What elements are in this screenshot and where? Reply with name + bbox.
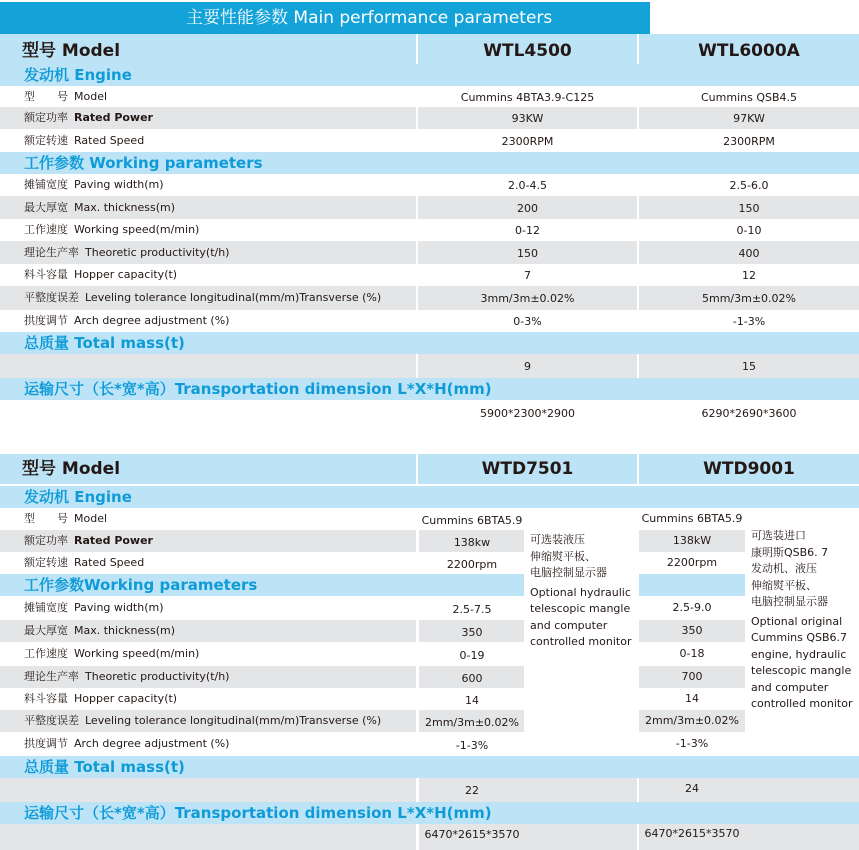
label-cn: 额定转速 <box>24 134 68 147</box>
label-rated_power <box>0 107 153 129</box>
label-arch <box>0 310 229 332</box>
label-paving_width <box>0 174 164 196</box>
value-cell: 9 <box>524 360 531 373</box>
value-cell: Cummins 6BTA5.9 <box>421 514 523 527</box>
label-cn: 工作速度 <box>24 647 68 660</box>
label-rated_speed <box>0 129 144 152</box>
label-cn: 料斗容量 <box>24 268 68 281</box>
value-cell: 2.5-9.0 <box>672 601 712 614</box>
value-cell: 400 <box>738 247 760 260</box>
model-label-2: 型号 Model <box>22 459 121 479</box>
value-cell: 2mm/3m±0.02% <box>644 714 739 727</box>
label-en: Max. thickness(m) <box>74 624 175 637</box>
label-max_thickness <box>0 196 175 219</box>
option-note-cn: 电脑控制显示器 <box>530 566 607 579</box>
value-cell: 6470*2615*3570 <box>424 828 520 841</box>
value-cell: 0-19 <box>459 649 485 662</box>
column-divider <box>416 552 419 574</box>
label-cn: 平整度误差 <box>24 714 79 727</box>
label-en: Max. thickness(m) <box>74 201 175 214</box>
section-mass-title-2: 总质量 Total mass(t) <box>24 758 185 776</box>
value-cell: 14 <box>685 692 699 705</box>
section-engine-title-2: 发动机 Engine <box>24 488 132 506</box>
column-divider <box>416 508 419 530</box>
value-cell: 2.5-7.5 <box>452 603 492 616</box>
label-cn: 料斗容量 <box>24 692 68 705</box>
value-cell: 22 <box>465 784 479 797</box>
label-rated_speed <box>0 552 144 574</box>
model-name-wtd9001: WTD9001 <box>703 459 795 479</box>
label-leveling <box>0 286 381 310</box>
column-divider <box>416 530 419 552</box>
value-cell: -1-3% <box>675 737 709 750</box>
value-cell: 7 <box>524 269 531 282</box>
label-working_speed <box>0 642 199 666</box>
label-hopper <box>0 688 177 710</box>
section-working-title: 工作参数 Working parameters <box>24 154 263 172</box>
column-divider <box>416 710 419 732</box>
value-cell: 0-3% <box>513 315 542 328</box>
option-note-en: and computer <box>751 680 829 694</box>
label-en: Rated Power <box>74 111 153 124</box>
value-cell: 2mm/3m±0.02% <box>424 716 519 729</box>
value-cell: 97KW <box>733 112 765 125</box>
label-leveling <box>0 710 381 732</box>
value-cell: 350 <box>461 626 483 639</box>
option-note-cn: 可选装液压 <box>530 533 585 546</box>
label-en: Arch degree adjustment (%) <box>74 737 230 750</box>
label-model <box>0 86 107 107</box>
label-en: Theoretic productivity(t/h) <box>85 670 230 683</box>
section-transport-title-2: 运输尺寸（长*宽*高）Transportation dimension L*X*H(mm) <box>24 804 492 822</box>
label-cn: 摊铺宽度 <box>24 601 68 614</box>
column-divider <box>416 732 419 756</box>
value-cell: 2300RPM <box>501 135 554 148</box>
value-cell: -1-3% <box>455 739 489 752</box>
value-cell: Cummins QSB4.5 <box>700 91 798 104</box>
option-note-en: engine, hydraulic <box>751 647 847 661</box>
label-cn: 最大厚宽 <box>24 201 68 214</box>
option-note-en: controlled monitor <box>751 697 853 710</box>
value-cell: Cummins 6BTA5.9 <box>641 512 743 525</box>
option-note-en: telescopic mangle <box>751 664 852 677</box>
option-note-en: Optional original <box>751 614 843 628</box>
section-mass-title: 总质量 Total mass(t) <box>24 334 185 352</box>
column-divider <box>416 596 419 620</box>
model-name-wtd7501: WTD7501 <box>481 459 574 479</box>
value-cell: 2200rpm <box>446 558 498 571</box>
section-working-2-cell <box>639 574 745 596</box>
label-en: Leveling tolerance longitudinal(mm/m)Transverse (%) <box>85 291 382 304</box>
section-transport-title: 运输尺寸（长*宽*高）Transportation dimension L*X*H(mm) <box>24 380 492 398</box>
value-cell: 0-10 <box>736 224 762 237</box>
label-en: Leveling tolerance longitudinal(mm/m)Transverse (%) <box>85 714 382 727</box>
value-cell: 0-12 <box>515 224 540 237</box>
value-cell: 6470*2615*3570 <box>644 827 740 840</box>
value-cell: 350 <box>681 624 703 637</box>
column-divider <box>416 824 419 850</box>
value-cell: -1-3% <box>732 315 766 328</box>
label-cn: 理论生产率 <box>24 670 79 683</box>
label-cn: 理论生产率 <box>24 246 79 259</box>
option-note-en: telescopic mangle <box>530 602 631 615</box>
option-note-en: Optional hydraulic <box>530 585 631 599</box>
label-rated_power <box>0 530 153 552</box>
model-name-wtl4500: WTL4500 <box>483 41 572 61</box>
column-divider <box>416 642 419 666</box>
value-cell: 3mm/3m±0.02% <box>480 292 575 305</box>
value-cell: 2200rpm <box>666 556 718 569</box>
value-cell: 5mm/3m±0.02% <box>701 292 796 305</box>
label-en: Hopper capacity(t) <box>74 268 178 281</box>
column-divider <box>637 508 639 756</box>
value-cell: 93KW <box>511 112 544 125</box>
label-en: Theoretic productivity(t/h) <box>85 246 230 259</box>
value-cell: 138kw <box>453 536 491 549</box>
value-cell: 12 <box>742 269 756 282</box>
value-cell: 700 <box>681 670 703 683</box>
model-name-wtl6000a: WTL6000A <box>698 41 800 61</box>
label-cn: 平整度误差 <box>24 291 79 304</box>
value-cell: 2.0-4.5 <box>508 179 547 192</box>
value-cell: 200 <box>517 202 538 215</box>
value-cell: Cummins 4BTA3.9-C125 <box>460 91 595 104</box>
label-cn: 额定功率 <box>24 111 68 124</box>
option-note-cn: 发动机、液压 <box>751 562 817 575</box>
label-hopper <box>0 264 177 286</box>
value-cell: 150 <box>517 247 538 260</box>
label-en: Rated Speed <box>74 556 145 569</box>
column-divider <box>416 620 419 642</box>
label-arch <box>0 732 229 756</box>
value-cell: 24 <box>685 782 699 795</box>
label-cn: 额定功率 <box>24 534 68 547</box>
label-cn: 拱度调节 <box>24 314 68 327</box>
label-en: Rated Power <box>74 534 153 547</box>
value-cell: 2300RPM <box>723 135 775 148</box>
banner-title: 主要性能参数 Main performance parameters <box>186 8 553 28</box>
label-en: Model <box>74 512 108 525</box>
option-note-en: Cummins QSB6.7 <box>751 631 848 644</box>
column-divider <box>416 688 419 710</box>
option-note-en: and computer <box>530 618 608 632</box>
label-en: Paving width(m) <box>74 178 164 191</box>
option-note-en: controlled monitor <box>530 635 632 648</box>
label-cn: 工作速度 <box>24 223 68 236</box>
value-cell: 5900*2300*2900 <box>480 407 575 420</box>
section-engine-title: 发动机 Engine <box>24 66 132 84</box>
label-productivity <box>0 666 229 688</box>
column-divider <box>416 666 419 688</box>
label-productivity <box>0 241 229 264</box>
label-model <box>0 508 107 530</box>
value-cell: 6290*2690*3600 <box>701 407 797 420</box>
model-label: 型号 Model <box>22 41 121 61</box>
label-paving_width <box>0 596 164 620</box>
option-note-cn: 伸缩熨平板、 <box>530 549 596 563</box>
value-cell: 2.5-6.0 <box>729 179 769 192</box>
label-cn: 最大厚宽 <box>24 624 68 637</box>
value-cell: 14 <box>465 694 479 707</box>
label-cn: 额定转速 <box>24 556 68 569</box>
label-max_thickness <box>0 620 175 642</box>
section-working-title-2: 工作参数Working parameters <box>24 576 258 594</box>
label-cn: 摊铺宽度 <box>24 178 68 191</box>
label-en: Working speed(m/min) <box>74 647 200 660</box>
option-note-cn: 康明斯QSB6. 7 <box>751 545 829 559</box>
label-en: Model <box>74 90 108 103</box>
label-en: Working speed(m/min) <box>74 223 200 236</box>
value-cell: 0-18 <box>679 647 705 660</box>
value-cell: 600 <box>461 672 483 685</box>
value-cell: 138kW <box>672 534 712 547</box>
column-divider <box>416 778 419 802</box>
label-working_speed <box>0 219 199 241</box>
label-en: Arch degree adjustment (%) <box>74 314 230 327</box>
label-en: Hopper capacity(t) <box>74 692 178 705</box>
option-note-cn: 电脑控制显示器 <box>751 595 828 608</box>
label-cn: 拱度调节 <box>24 737 68 750</box>
option-note-cn: 伸缩熨平板、 <box>751 578 817 592</box>
label-en: Rated Speed <box>74 134 145 147</box>
label-cn: 型 号 <box>24 512 68 525</box>
value-cell: 150 <box>738 202 760 215</box>
label-cn: 型 号 <box>24 90 68 103</box>
label-en: Paving width(m) <box>74 601 164 614</box>
option-note-cn: 可选装进口 <box>751 529 806 542</box>
value-cell: 15 <box>742 360 756 373</box>
